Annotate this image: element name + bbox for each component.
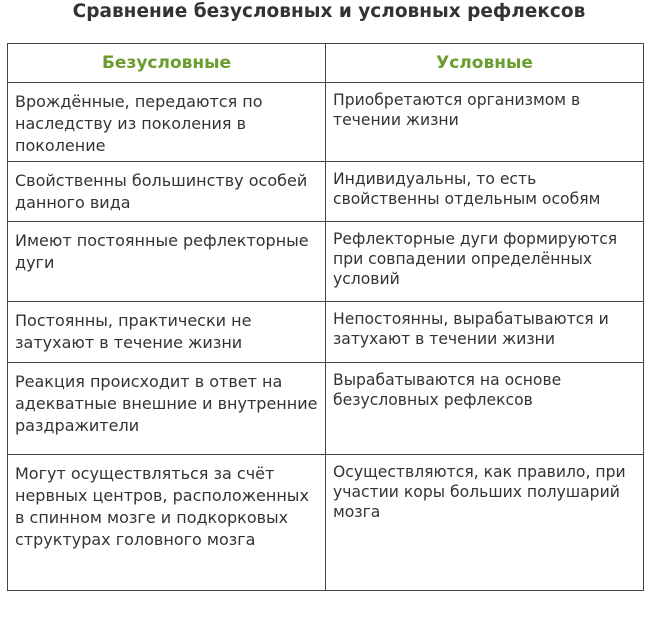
table-row [8,363,644,455]
table-cell-conditioned: Индивидуальны, то есть свойственны отдельным особям [326,162,644,222]
table-cell-conditioned: Непостоянны, вырабатываются и затухают в течении жизни [326,302,644,363]
table-row [8,83,644,162]
table-row [8,162,644,222]
table-cell-unconditioned: Имеют постоянные рефлекторные дуги [8,222,326,302]
table-cell-unconditioned: Постоянны, практически не затухают в течение жизни [8,302,326,363]
table-row [8,455,644,591]
header-unconditioned: Безусловные [8,44,326,83]
table-cell-unconditioned: Могут осуществляться за счёт нервных центров, расположенных в спинном мозге и подкорковых структурах головного мозга [8,455,326,591]
table-cell-conditioned: Рефлекторные дуги формируются при совпадении определённых условий [326,222,644,302]
table-cell-unconditioned: Свойственны большинству особей данного вида [8,162,326,222]
table-row [8,222,644,302]
table-header-row [8,44,644,83]
table-row [8,302,644,363]
table-cell-conditioned: Приобретаются организмом в течении жизни [326,83,644,162]
table-cell-conditioned: Осуществляются, как правило, при участии коры больших полушарий мозга [326,455,644,591]
header-conditioned: Условные [326,44,644,83]
comparison-table [7,43,644,591]
table-cell-unconditioned: Реакция происходит в ответ на адекватные внешние и внутренние раздражители [8,363,326,455]
page-title: Сравнение безусловных и условных рефлексов [72,1,586,22]
table-cell-unconditioned: Врождённые, передаются по наследству из поколения в поколение [8,83,326,162]
table-cell-conditioned: Вырабатываются на основе безусловных рефлексов [326,363,644,455]
